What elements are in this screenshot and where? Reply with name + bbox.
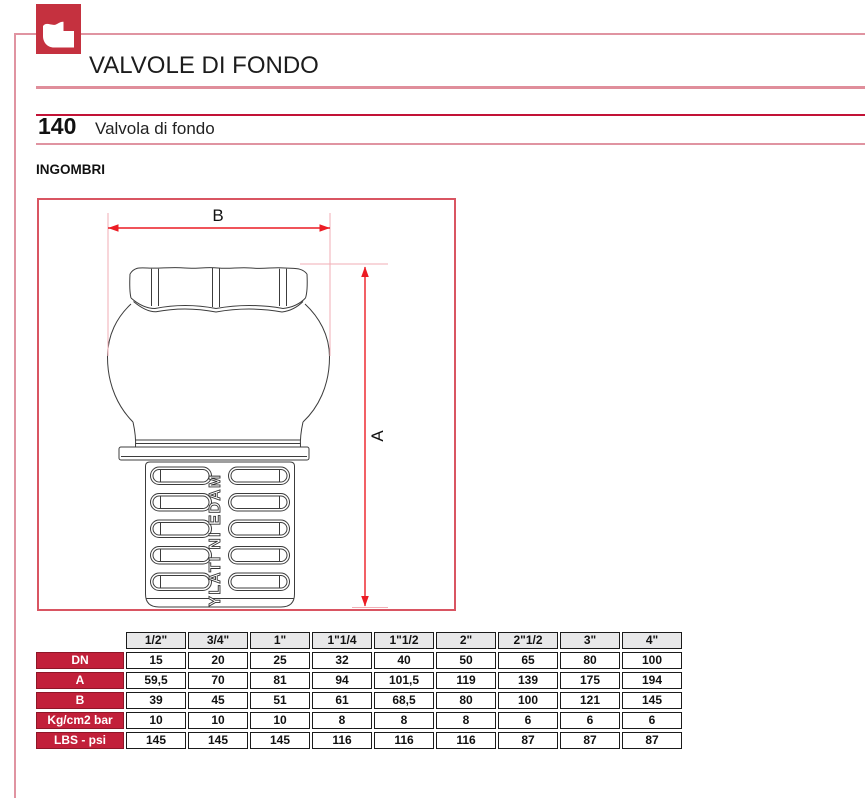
table-cell: 15 bbox=[126, 652, 186, 669]
arrow-left-icon bbox=[108, 224, 119, 232]
cap-left-edge bbox=[130, 274, 131, 298]
table-cell: 8 bbox=[312, 712, 372, 729]
table-cell: 194 bbox=[622, 672, 682, 689]
table-cell: 121 bbox=[560, 692, 620, 709]
table-cell: 61 bbox=[312, 692, 372, 709]
table-cell: 10 bbox=[126, 712, 186, 729]
column-header: 1/2" bbox=[126, 632, 186, 649]
dim-A-label: A bbox=[368, 430, 387, 442]
table-cell: 116 bbox=[374, 732, 434, 749]
table-cell: 116 bbox=[436, 732, 496, 749]
slot-inner bbox=[153, 523, 209, 536]
row-label: DN bbox=[36, 652, 124, 669]
left-margin-rule bbox=[14, 33, 16, 798]
table-cell: 119 bbox=[436, 672, 496, 689]
slot-inner bbox=[153, 576, 209, 589]
table-cell: 80 bbox=[560, 652, 620, 669]
table-row bbox=[36, 692, 682, 709]
table-cell: 87 bbox=[622, 732, 682, 749]
table-cell: 87 bbox=[498, 732, 558, 749]
table-cell: 101,5 bbox=[374, 672, 434, 689]
table-cell: 116 bbox=[312, 732, 372, 749]
table-cell: 80 bbox=[436, 692, 496, 709]
table-cell: 145 bbox=[250, 732, 310, 749]
slot-inner bbox=[231, 523, 287, 536]
table-row bbox=[36, 652, 682, 669]
table-cell: 139 bbox=[498, 672, 558, 689]
table-cell: 50 bbox=[436, 652, 496, 669]
arrow-up-icon bbox=[361, 267, 369, 278]
table-cell: 6 bbox=[498, 712, 558, 729]
column-header: 3" bbox=[560, 632, 620, 649]
cap-grooves bbox=[152, 268, 287, 307]
table-cell: 94 bbox=[312, 672, 372, 689]
row-label: A bbox=[36, 672, 124, 689]
table-cell: 8 bbox=[436, 712, 496, 729]
table-cell: 6 bbox=[560, 712, 620, 729]
table-cell: 40 bbox=[374, 652, 434, 669]
section-number: 140 bbox=[38, 113, 77, 139]
slot-inner bbox=[153, 496, 209, 509]
dimension-table bbox=[34, 629, 684, 752]
table-cell: 175 bbox=[560, 672, 620, 689]
table-cell: 20 bbox=[188, 652, 248, 669]
engraving-text: YLATI NI EDAM bbox=[207, 473, 224, 607]
slot-inner bbox=[231, 549, 287, 562]
cap-top-edge bbox=[130, 268, 307, 274]
table-cell: 145 bbox=[188, 732, 248, 749]
row-label: LBS - psi bbox=[36, 732, 124, 749]
table-cell: 51 bbox=[250, 692, 310, 709]
slot-inner bbox=[231, 470, 287, 483]
neck-left bbox=[133, 422, 136, 447]
table-cell: 10 bbox=[188, 712, 248, 729]
table-row bbox=[36, 712, 682, 729]
arrow-right-icon bbox=[320, 224, 331, 232]
body-left-outline bbox=[108, 304, 134, 422]
table-cell: 81 bbox=[250, 672, 310, 689]
flange bbox=[119, 447, 309, 460]
table-cell: 32 bbox=[312, 652, 372, 669]
section-name: Valvola di fondo bbox=[95, 119, 215, 138]
drawing-heading: INGOMBRI bbox=[36, 162, 105, 177]
table-row bbox=[36, 672, 682, 689]
slot-inner bbox=[153, 470, 209, 483]
row-label: Kg/cm2 bar bbox=[36, 712, 124, 729]
section-top-rule bbox=[36, 114, 865, 116]
column-header: 3/4" bbox=[188, 632, 248, 649]
body-right-outline bbox=[303, 304, 330, 422]
table-corner-spacer bbox=[36, 632, 124, 649]
arrow-down-icon bbox=[361, 596, 369, 607]
page-title: VALVOLE DI FONDO bbox=[89, 52, 319, 79]
table-cell: 100 bbox=[498, 692, 558, 709]
top-rule bbox=[14, 33, 865, 35]
technical-drawing-box bbox=[37, 198, 456, 611]
slot-inner bbox=[231, 576, 287, 589]
table-cell: 6 bbox=[622, 712, 682, 729]
table-cell: 45 bbox=[188, 692, 248, 709]
table-cell: 145 bbox=[126, 732, 186, 749]
table-cell: 25 bbox=[250, 652, 310, 669]
table-cell: 100 bbox=[622, 652, 682, 669]
column-header: 2" bbox=[436, 632, 496, 649]
table-cell: 59,5 bbox=[126, 672, 186, 689]
brand-logo bbox=[36, 4, 81, 54]
column-header: 1" bbox=[250, 632, 310, 649]
row-label: B bbox=[36, 692, 124, 709]
column-header: 2"1/2 bbox=[498, 632, 558, 649]
table-cell: 8 bbox=[374, 712, 434, 729]
section-bottom-rule bbox=[36, 143, 865, 145]
table-cell: 10 bbox=[250, 712, 310, 729]
column-header: 1"1/4 bbox=[312, 632, 372, 649]
neck-right bbox=[300, 422, 303, 447]
column-header: 1"1/2 bbox=[374, 632, 434, 649]
table-cell: 68,5 bbox=[374, 692, 434, 709]
dim-B-label: B bbox=[212, 206, 224, 225]
cap-right-edge bbox=[306, 274, 308, 298]
table-cell: 87 bbox=[560, 732, 620, 749]
slot-inner bbox=[153, 549, 209, 562]
table-cell: 145 bbox=[622, 692, 682, 709]
title-underline bbox=[36, 86, 865, 89]
table-row bbox=[36, 732, 682, 749]
table-cell: 70 bbox=[188, 672, 248, 689]
foot-valve-drawing bbox=[39, 200, 454, 609]
table-cell: 39 bbox=[126, 692, 186, 709]
slot-inner bbox=[231, 496, 287, 509]
column-header: 4" bbox=[622, 632, 682, 649]
dimension-A bbox=[300, 264, 388, 608]
table-cell: 65 bbox=[498, 652, 558, 669]
